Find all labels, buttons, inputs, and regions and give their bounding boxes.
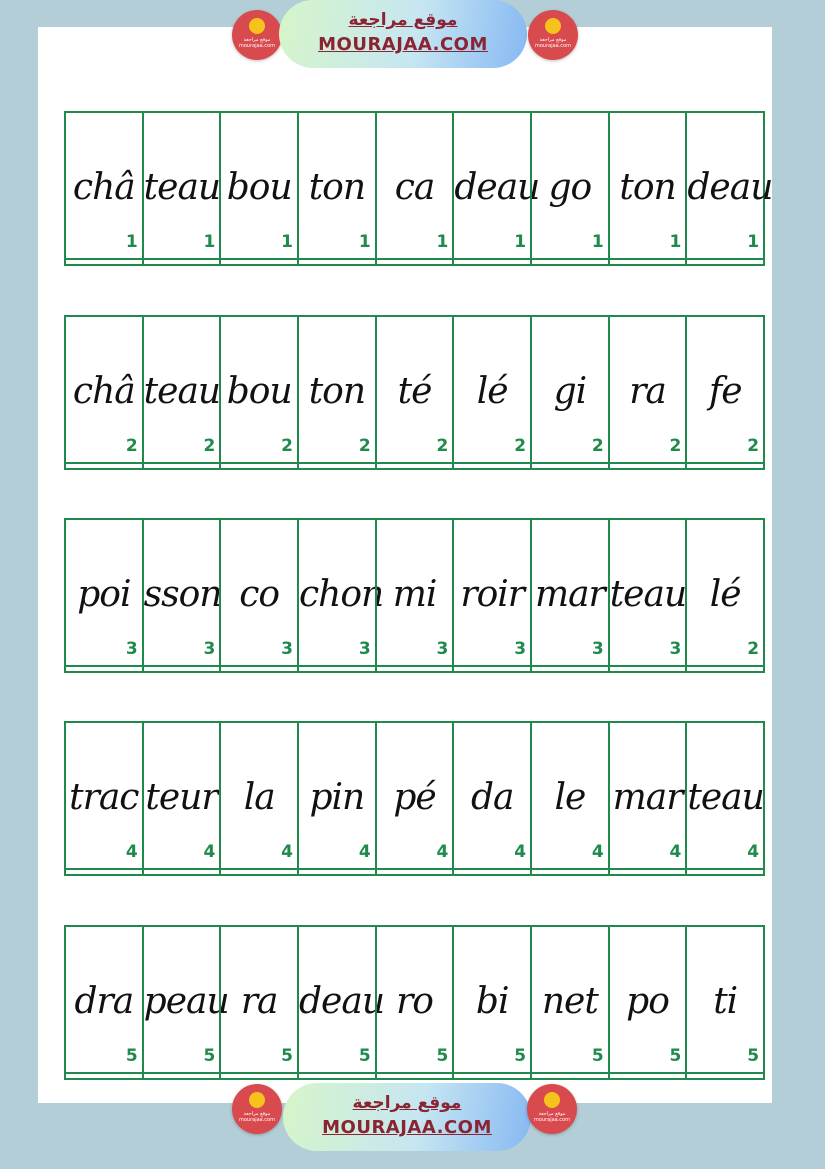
syllable-text: châ bbox=[72, 371, 135, 412]
word-number: 5 bbox=[281, 1046, 294, 1066]
syllable-text: roir bbox=[460, 574, 524, 615]
logo-text-ar: موقع مراجعة bbox=[539, 37, 567, 43]
syllable-text: lé bbox=[709, 574, 741, 615]
syllable-card bbox=[219, 113, 297, 264]
syllable-card bbox=[530, 317, 608, 468]
syllable-card bbox=[452, 113, 540, 264]
word-number: 1 bbox=[591, 232, 604, 252]
word-number: 5 bbox=[358, 1046, 371, 1066]
word-number: 3 bbox=[591, 639, 604, 659]
syllable-card bbox=[685, 317, 763, 468]
syllable-card bbox=[685, 723, 763, 874]
site-logo[interactable] bbox=[232, 10, 282, 60]
logo-emblem-icon bbox=[544, 1092, 560, 1108]
syllable-strip-4 bbox=[64, 721, 765, 876]
site-title-ar[interactable]: موقع مراجعة bbox=[348, 10, 458, 30]
syllable-card bbox=[375, 927, 453, 1078]
word-number: 4 bbox=[747, 842, 760, 862]
word-number: 1 bbox=[281, 232, 294, 252]
word-number: 5 bbox=[203, 1046, 216, 1066]
word-number: 2 bbox=[747, 639, 760, 659]
word-number: 1 bbox=[436, 232, 449, 252]
word-number: 5 bbox=[591, 1046, 604, 1066]
syllable-text: ro bbox=[396, 981, 433, 1022]
syllable-card bbox=[142, 723, 220, 874]
syllable-text: mar bbox=[534, 574, 605, 615]
word-number: 2 bbox=[514, 436, 527, 456]
word-number: 3 bbox=[669, 639, 682, 659]
site-title-en[interactable]: MOURAJAA.COM bbox=[318, 34, 488, 55]
syllable-text: deau bbox=[299, 981, 385, 1022]
syllable-card bbox=[375, 317, 453, 468]
syllable-card bbox=[608, 317, 686, 468]
word-number: 2 bbox=[358, 436, 371, 456]
word-number: 4 bbox=[358, 842, 371, 862]
word-number: 5 bbox=[125, 1046, 138, 1066]
syllable-card bbox=[375, 113, 453, 264]
syllable-text: mar bbox=[612, 777, 683, 818]
word-number: 3 bbox=[203, 639, 216, 659]
syllable-card bbox=[142, 317, 220, 468]
word-number: 2 bbox=[281, 436, 294, 456]
syllable-card bbox=[375, 520, 453, 671]
syllable-text: fe bbox=[708, 371, 742, 412]
site-logo[interactable] bbox=[232, 1084, 282, 1134]
syllable-card bbox=[219, 520, 297, 671]
syllable-card bbox=[297, 113, 375, 264]
syllable-text: lé bbox=[476, 371, 508, 412]
syllable-text: deau bbox=[454, 167, 540, 208]
word-number: 4 bbox=[125, 842, 138, 862]
syllable-card bbox=[375, 723, 453, 874]
syllable-card bbox=[66, 723, 142, 874]
syllable-card bbox=[219, 317, 297, 468]
word-number: 1 bbox=[514, 232, 527, 252]
syllable-card bbox=[608, 520, 686, 671]
footer-banner bbox=[231, 1083, 579, 1153]
syllable-card bbox=[297, 723, 375, 874]
syllable-text: ti bbox=[713, 981, 738, 1022]
syllable-text: go bbox=[548, 167, 592, 208]
logo-emblem-icon bbox=[249, 18, 265, 34]
syllable-text: ra bbox=[240, 981, 278, 1022]
word-number: 1 bbox=[358, 232, 371, 252]
syllable-text: chon bbox=[299, 574, 384, 615]
syllable-text: le bbox=[554, 777, 586, 818]
word-number: 4 bbox=[436, 842, 449, 862]
syllable-card bbox=[297, 520, 384, 671]
logo-text-ar: موقع مراجعة bbox=[243, 1111, 271, 1117]
word-number: 1 bbox=[669, 232, 682, 252]
logo-text-en: mourajaa.com bbox=[238, 1117, 275, 1123]
word-number: 4 bbox=[669, 842, 682, 862]
syllable-card bbox=[530, 113, 608, 264]
logo-text-ar: موقع مراجعة bbox=[538, 1111, 566, 1117]
syllable-card bbox=[142, 520, 220, 671]
logo-text-en: mourajaa.com bbox=[534, 43, 571, 49]
syllable-text: deau bbox=[687, 167, 773, 208]
logo-text-en: mourajaa.com bbox=[533, 1117, 570, 1123]
syllable-text: gi bbox=[553, 371, 587, 412]
syllable-text: ton bbox=[308, 371, 366, 412]
syllable-text: da bbox=[470, 777, 514, 818]
word-number: 3 bbox=[436, 639, 449, 659]
word-number: 1 bbox=[747, 232, 760, 252]
syllable-text: poi bbox=[77, 574, 131, 615]
word-number: 2 bbox=[669, 436, 682, 456]
syllable-card bbox=[142, 113, 220, 264]
word-number: 4 bbox=[203, 842, 216, 862]
syllable-card bbox=[608, 113, 686, 264]
word-number: 5 bbox=[747, 1046, 760, 1066]
word-number: 3 bbox=[514, 639, 527, 659]
syllable-card bbox=[608, 723, 686, 874]
syllable-text: trac bbox=[69, 777, 139, 818]
syllable-card bbox=[530, 723, 608, 874]
syllable-text: châ bbox=[72, 167, 135, 208]
word-number: 3 bbox=[281, 639, 294, 659]
header-banner bbox=[231, 0, 579, 70]
logo-text-en: mourajaa.com bbox=[238, 43, 275, 49]
syllable-card bbox=[66, 317, 142, 468]
syllable-text: bi bbox=[475, 981, 509, 1022]
logo-emblem-icon bbox=[249, 1092, 265, 1108]
site-link[interactable] bbox=[283, 1083, 531, 1151]
logo-text-ar: موقع مراجعة bbox=[243, 37, 271, 43]
word-number: 2 bbox=[125, 436, 138, 456]
syllable-text: net bbox=[541, 981, 598, 1022]
word-number: 2 bbox=[747, 436, 760, 456]
syllable-text: pé bbox=[393, 777, 436, 818]
word-number: 5 bbox=[436, 1046, 449, 1066]
syllable-text: pin bbox=[309, 777, 365, 818]
syllable-card bbox=[608, 927, 686, 1078]
syllable-text: ra bbox=[629, 371, 666, 412]
word-number: 3 bbox=[125, 639, 138, 659]
syllable-card bbox=[685, 520, 763, 671]
syllable-card bbox=[66, 927, 142, 1078]
syllable-card bbox=[452, 317, 530, 468]
word-number: 1 bbox=[125, 232, 138, 252]
syllable-strip-5 bbox=[64, 925, 765, 1080]
syllable-text: po bbox=[626, 981, 669, 1022]
word-number: 5 bbox=[669, 1046, 682, 1066]
syllable-text: bou bbox=[226, 167, 292, 208]
site-link[interactable] bbox=[279, 0, 527, 68]
word-number: 2 bbox=[591, 436, 604, 456]
word-number: 2 bbox=[203, 436, 216, 456]
syllable-card bbox=[66, 520, 142, 671]
syllable-card bbox=[685, 113, 773, 264]
syllable-card bbox=[142, 927, 229, 1078]
word-number: 1 bbox=[203, 232, 216, 252]
syllable-card bbox=[66, 113, 142, 264]
syllable-text: sson bbox=[143, 574, 222, 615]
word-number: 5 bbox=[514, 1046, 527, 1066]
syllable-text: teau bbox=[609, 574, 687, 615]
word-number: 4 bbox=[281, 842, 294, 862]
syllable-text: dra bbox=[74, 981, 134, 1022]
syllable-text: ca bbox=[394, 167, 435, 208]
syllable-strip-3 bbox=[64, 518, 765, 673]
syllable-strip-1 bbox=[64, 111, 773, 266]
syllable-text: teau bbox=[143, 371, 221, 412]
word-number: 4 bbox=[591, 842, 604, 862]
syllable-text: teau bbox=[143, 167, 221, 208]
syllable-card bbox=[685, 927, 763, 1078]
logo-emblem-icon bbox=[545, 18, 561, 34]
syllable-card bbox=[530, 927, 608, 1078]
syllable-card bbox=[219, 927, 297, 1078]
syllable-text: bou bbox=[226, 371, 292, 412]
syllable-text: ton bbox=[619, 167, 676, 208]
syllable-text: la bbox=[243, 777, 275, 818]
word-number: 4 bbox=[514, 842, 527, 862]
syllable-text: teau bbox=[687, 777, 764, 818]
site-logo[interactable] bbox=[527, 1084, 577, 1134]
syllable-text: ton bbox=[308, 167, 366, 208]
syllable-card bbox=[452, 723, 530, 874]
syllable-card bbox=[297, 927, 385, 1078]
syllable-strip-2 bbox=[64, 315, 765, 470]
site-title-ar[interactable]: موقع مراجعة bbox=[352, 1093, 462, 1113]
site-title-en[interactable]: MOURAJAA.COM bbox=[322, 1117, 492, 1138]
word-number: 2 bbox=[436, 436, 449, 456]
syllable-text: co bbox=[239, 574, 280, 615]
syllable-text: mi bbox=[392, 574, 437, 615]
syllable-card bbox=[452, 520, 530, 671]
syllable-card bbox=[530, 520, 608, 671]
syllable-card bbox=[219, 723, 297, 874]
syllable-text: peau bbox=[143, 981, 229, 1022]
site-logo[interactable] bbox=[528, 10, 578, 60]
word-number: 3 bbox=[358, 639, 371, 659]
syllable-card bbox=[452, 927, 530, 1078]
syllable-card bbox=[297, 317, 375, 468]
syllable-text: teur bbox=[145, 777, 218, 818]
syllable-text: té bbox=[397, 371, 432, 412]
